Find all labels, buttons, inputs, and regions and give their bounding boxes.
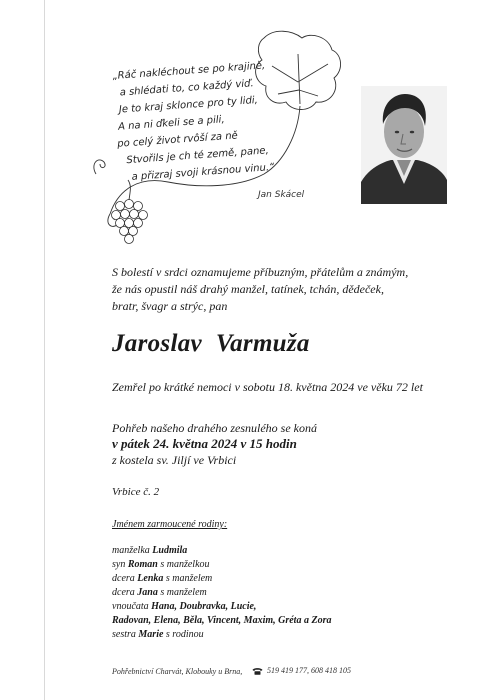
phone-contact <box>252 666 351 675</box>
mourner-relation: s manželkou <box>157 559 210 570</box>
mourner-row <box>112 558 472 572</box>
mourner-name: Marie <box>138 629 164 640</box>
family-heading: Jménem zarmoucené rodiny: <box>112 519 228 530</box>
mourner-row <box>112 628 472 642</box>
page-edge-line <box>44 0 45 700</box>
deceased-last-name: Varmuža <box>215 330 310 357</box>
poem-quote <box>112 51 360 186</box>
mourners-list <box>112 544 472 642</box>
mourner-name: Hana, Doubravka, Lucie, <box>151 601 257 612</box>
mourner-row <box>112 544 472 558</box>
mourner-relation: sestra <box>112 629 139 640</box>
footer <box>112 667 472 676</box>
mourner-row <box>112 614 472 628</box>
mourner-relation: syn <box>112 559 128 570</box>
intro-line: bratr, švagr a strýc, pan <box>112 299 228 313</box>
deceased-first-name: Jaroslav <box>112 330 202 357</box>
phone-numbers: 519 419 177, 608 418 105 <box>267 666 351 675</box>
mourner-row <box>112 600 472 614</box>
poem-line: a přizraj svoji krásnou vinu.“ <box>131 161 275 183</box>
portrait-photo <box>361 86 447 204</box>
mourner-relation: vnoučata <box>112 601 152 612</box>
vine-tendril <box>94 160 105 174</box>
funeral-datetime: v pátek 24. května 2024 v 15 hodin <box>112 436 297 451</box>
grape-cluster <box>112 200 148 244</box>
funeral-place: z kostela sv. Jiljí ve Vrbici <box>112 453 237 467</box>
poem-line: A na ni ďkeli se a pili, <box>117 114 225 133</box>
intro-line: S bolestí v srdci oznamujeme příbuzným, přátelům a známým, <box>112 265 409 279</box>
deceased-name <box>112 330 310 358</box>
mourner-relation: s manželem <box>163 573 213 584</box>
poem-line: „Ráč nakléchout se po krajině, <box>112 60 266 82</box>
poem-line: Je to kraj sklonce pro ty lidi, <box>118 94 259 116</box>
mourner-row <box>112 572 472 586</box>
poem-signature: Jan Skácel <box>258 190 305 200</box>
mourner-relation: s rodinou <box>163 629 204 640</box>
mourner-name: Jana <box>137 587 158 598</box>
death-notice: Zemřel po krátké nemoci v sobotu 18. května 2024 ve věku 72 let <box>112 380 423 394</box>
announcement-intro <box>112 264 452 315</box>
funeral-info <box>112 420 472 468</box>
poem-line: a shlédati to, co každý viď. <box>119 78 254 99</box>
mourner-relation: manželka <box>112 545 153 556</box>
mourner-name: Roman <box>127 559 158 570</box>
undertaker-name: Pohřebnictví Charvát, Klobouky u Brna, <box>112 667 243 676</box>
mourner-relation: dcera <box>112 587 138 598</box>
mourner-name: Lenka <box>137 573 164 584</box>
mourners-address: Vrbice č. 2 <box>112 486 160 498</box>
mourner-name: Radovan, Elena, Běla, Vincent, Maxim, Gréta a Zora <box>112 615 332 626</box>
funeral-intro: Pohřeb našeho drahého zesnulého se koná <box>112 421 317 435</box>
poem-line: po celý život rvôší za ně <box>116 130 239 150</box>
mourner-relation: dcera <box>112 573 138 584</box>
mourner-relation: s manželem <box>157 587 207 598</box>
intro-line: že nás opustil náš drahý manžel, tatínek, tchán, dědeček, <box>112 282 384 296</box>
poem-line: Stvořils je ch té země, pane, <box>126 145 270 167</box>
mourner-name: Ludmila <box>152 545 188 556</box>
telephone-icon <box>252 667 263 675</box>
mourner-row <box>112 586 472 600</box>
